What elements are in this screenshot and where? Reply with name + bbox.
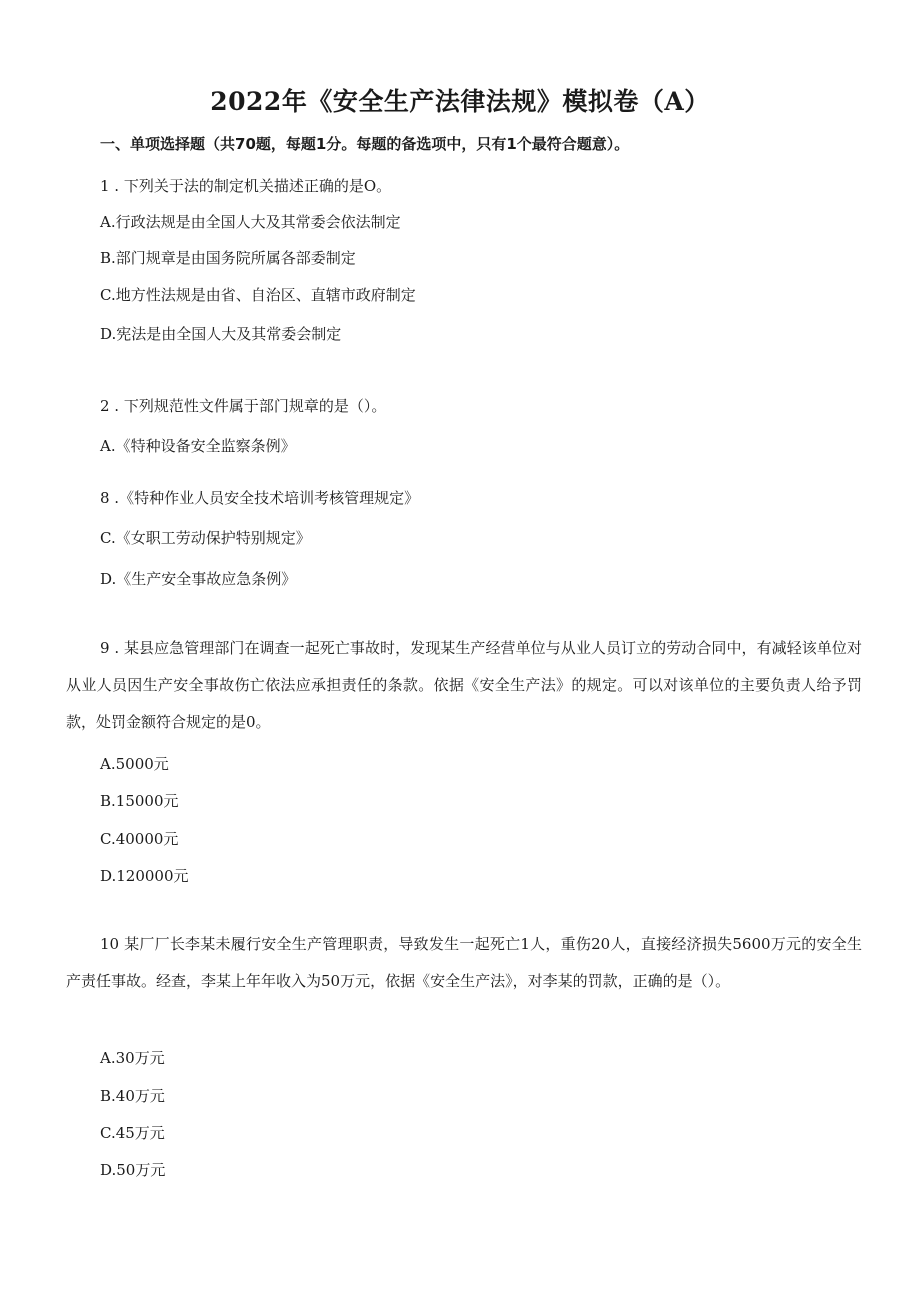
section-heading: 一、单项选择题（共70题，每题1分。每题的备选项中，只有1个最符合题意）。 (100, 135, 630, 153)
question-9-option-c: C.40000元 (100, 830, 179, 848)
question-9-option-b: B.15000元 (100, 792, 179, 810)
question-9-stem: 9 . 某县应急管理部门在调查一起死亡事故时，发现某生产经营单位与从业人员订立的劳动合同中，有减轻该单位对从业人员因生产安全事故伤亡依法应承担责任的条款。依据《安全生产法》的规定。可以对该单位的主要负责人给予罚款，处罚金额符合规定的是0。 (66, 639, 862, 731)
question-2-stem: 2 . 下列规范性文件属于部门规章的是（）。 (100, 397, 387, 415)
question-2-option-d: D.《生产安全事故应急条例》 (100, 570, 297, 588)
question-2-option-c: C.《女职工劳动保护特别规定》 (100, 529, 311, 547)
question-2-option-a: A.《特种设备安全监察条例》 (100, 437, 296, 455)
question-10-stem: 10 某厂厂长李某未履行安全生产管理职责，导致发生一起死亡1人，重伤20人，直接经济损失5600万元的安全生产责任事故。经查，李某上年年收入为50万元，依据《安全生产法》，对李某的罚款，正确的是（）。 (66, 935, 862, 990)
question-9-option-a: A.5000元 (100, 755, 169, 773)
question-1-option-b: B.部门规章是由国务院所属各部委制定 (100, 249, 356, 267)
question-2-option-b: 8 .《特种作业人员安全技术培训考核管理规定》 (100, 489, 420, 507)
question-9-option-d: D.120000元 (100, 867, 189, 885)
question-1-option-c: C.地方性法规是由省、自治区、直辖市政府制定 (100, 286, 416, 304)
question-10-option-c: C.45万元 (100, 1124, 165, 1142)
question-10-option-d: D.50万元 (100, 1161, 166, 1179)
question-10-option-a: A.30万元 (100, 1049, 165, 1067)
question-1-stem: 1 . 下列关于法的制定机关描述正确的是O。 (100, 177, 392, 195)
page-title: 2022年《安全生产法律法规》模拟卷（A） (210, 87, 710, 116)
question-1-option-a: A.行政法规是由全国人大及其常委会依法制定 (100, 213, 401, 231)
question-1-option-d: D.宪法是由全国人大及其常委会制定 (100, 325, 342, 343)
question-10-option-b: B.40万元 (100, 1087, 165, 1105)
